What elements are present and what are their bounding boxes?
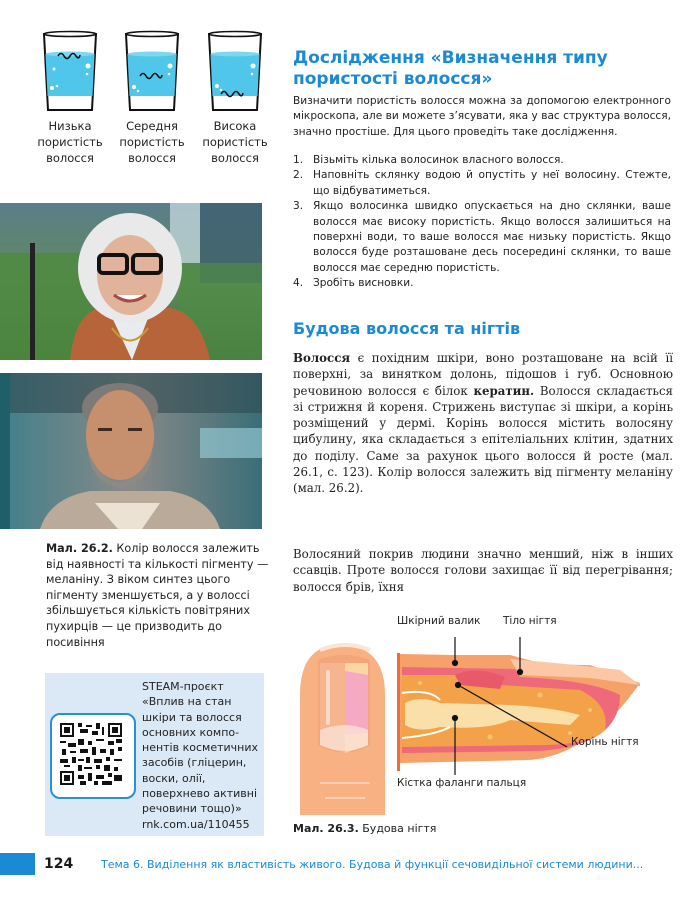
caption-text: Колір волосся залежить від наявності та кількості пігменту — меланіну. З віком синтез цього пігменту зменшується, а у волоссі збільшується кількість повітряних пухирців — це призводить до посивіння [46,542,269,649]
glass-high-porosity [195,30,275,166]
term-hair: Волосся [293,351,351,365]
research-intro: Визначити пористість волосся можна за допомогою електронного мікроскопа, але ви можете з’ясувати, яка у вас структура волосся, значно простіше. Для цього проведіть таке дослідження. [293,95,671,138]
page-number: 124 [44,856,74,872]
qr-code-link[interactable] [50,713,136,799]
steam-line: шкіри та волосся [142,710,242,724]
steam-line: «Вплив на стан [142,695,232,709]
glass-label-line: Висока [213,119,257,133]
research-step [293,276,671,291]
step-number: 3. [293,200,304,213]
porosity-glasses-figure [30,30,270,180]
glass-low-porosity [30,30,110,166]
structure-paragraph-2: Волосяний покрив людини значно менший, ніж в інших ссавців. Проте волосся голови захищає її від перегрівання; волосся брів, їхня [293,547,673,594]
step-number: 4. [293,277,304,290]
label-nail-body: Тіло нігтя [503,615,557,627]
glass-label-line: волосся [46,151,94,165]
glass-icon [124,30,180,112]
research-title: Дослідження «Визначення типу пористості волосся» [293,48,608,89]
steam-line: воски, олії, [142,771,206,785]
step-text: Якщо волосинка швидко опускається на дно склянки, ваше волосся має високу пористість. Якщо волосся залишиться на поверхні води, то ваше волосся має низьку пористість. Якщо волосся буде розташоване десь посередині склянки, то ваше волосся має середню пористість. [313,200,671,274]
paragraph-text: є похідним шкіри, воно розташоване на всій її поверхні, за винятком долонь, підошов і губ. Основною речовиною волосся є білок [293,351,673,398]
figure-caption-26-2 [46,541,271,650]
step-number: 1. [293,154,304,166]
caption-text: Будова нігтя [358,822,437,835]
footer-topic: Тема 6. Виділення як властивість живого. Будова й функції сечовидільної системи людини... [101,858,644,871]
label-nail-root: Корінь нігтя [571,736,639,748]
nail-structure-figure [290,605,690,815]
glass-label-line: Низька [48,119,92,133]
step-text: Наповніть склянку водою й опустіть у неї волосину. Стежте, що відбуватиметься. [313,169,671,197]
steam-project-box [45,673,264,836]
photo-middle-aged-man [0,373,262,529]
steam-line: основних компо- [142,725,240,739]
term-keratin: кератин. [473,383,535,398]
qr-code-icon [60,723,122,785]
glass-label-line: пористість [119,135,185,149]
structure-title: Будова волосся та нігтів [293,319,521,338]
glass-label-line: пористість [37,135,103,149]
caption-label: Мал. 26.3. [293,822,359,835]
footer-accent-bar [0,853,35,875]
glass-label-line: пористість [202,135,268,149]
steam-line: поверхнево активні [142,787,258,801]
paragraph-text: Волосся складається зі стрижня й кореня. Стрижень виступає зі шкіри, а корінь розміщений у дермі. Корінь волосся містить волосяну цибулину, яка складається з епітеліальних клітин, здатних до поділу. Саме за рахунок цього волосся й росте (мал. 26.1, с. 123). Колір волосся залежить від пігменту меланіну (мал. 26.2). [293,383,673,496]
caption-label: Мал. 26.2. [46,542,113,555]
steam-line: речовини тощо)» [142,802,242,816]
glass-label-line: волосся [211,151,259,165]
photo-older-woman [0,203,262,360]
steam-line: STEAM-проєкт [142,680,224,693]
glass-icon [207,30,263,112]
research-step [293,168,671,199]
step-text: Візьміть кілька волосинок власного волосся. [313,154,564,166]
step-number: 2. [293,169,304,182]
steam-line: нентів косметичних [142,741,258,755]
research-step [293,199,671,276]
research-step [293,153,671,168]
glass-icon [42,30,98,112]
research-steps [293,153,671,292]
label-phalanx-bone: Кістка фаланги пальця [397,777,527,789]
label-skin-fold: Шкірний валик [397,615,481,627]
steam-project-text [142,679,262,832]
structure-paragraph-1 [293,350,673,497]
glass-label-line: волосся [128,151,176,165]
glass-label-line: Середня [126,119,178,133]
step-text: Зробіть висновки. [313,277,414,290]
figure-caption-26-3 [293,822,436,835]
glass-medium-porosity [112,30,192,166]
steam-url-link[interactable]: rnk.com.ua/110455 [142,817,250,831]
steam-line: засобів (гліцерин, [142,756,247,770]
